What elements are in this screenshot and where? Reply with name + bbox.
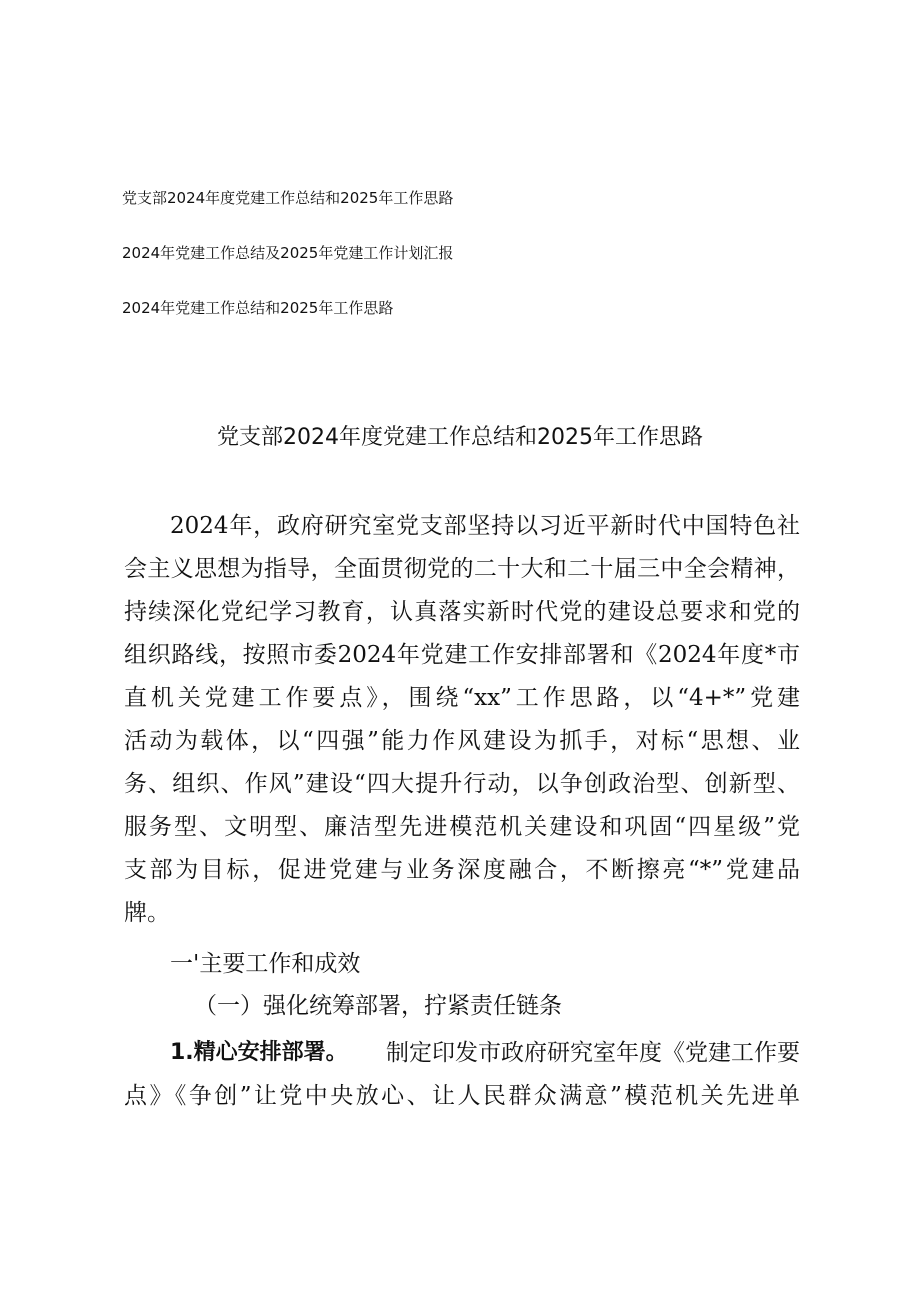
toc-item-2: 2024年党建工作总结及2025年党建工作计划汇报 xyxy=(122,244,454,262)
subsection-heading: （一）强化统筹部署，拧紧责任链条 xyxy=(194,993,562,1019)
item-1-label: 1.精心安排部署。 xyxy=(170,1040,348,1065)
paragraph-line: 务、组织、作风”建设“四大提升行动，以争创政治型、创新型、 xyxy=(124,771,800,797)
paragraph-line: 组织路线，按照市委2024年党建工作安排部署和《2024年度*市 xyxy=(124,642,800,668)
item-1-line-continued: 点》《争创”让党中央放心、让人民群众满意”模范机关先进单 xyxy=(124,1083,800,1109)
paragraph-line: 持续深化党纪学习教育，认真落实新时代党的建设总要求和党的 xyxy=(124,599,800,625)
paragraph-line: 牌。 xyxy=(124,900,170,926)
paragraph-line: 2024年，政府研究室党支部坚持以习近平新时代中国特色社 xyxy=(170,513,800,539)
toc-item-1: 党支部2024年度党建工作总结和2025年工作思路 xyxy=(122,189,454,207)
paragraph-line: 会主义思想为指导，全面贯彻党的二十大和二十届三中全会精神， xyxy=(124,556,800,582)
paragraph-line: 活动为载体，以“四强”能力作风建设为抓手，对标“思想、业 xyxy=(124,728,800,754)
item-1-line xyxy=(170,1037,800,1069)
paragraph-line: 支部为目标，促进党建与业务深度融合，不断擦亮“*”党建品 xyxy=(124,857,800,883)
paragraph-line: 直机关党建工作要点》，围绕“xx”工作思路，以“4+*”党建 xyxy=(124,685,800,711)
toc-item-3: 2024年党建工作总结和2025年工作思路 xyxy=(122,299,394,317)
item-1-text: 制定印发市政府研究室年度《党建工作要 xyxy=(386,1040,800,1066)
section-heading: 一'主要工作和成效 xyxy=(170,951,361,977)
document-title: 党支部2024年度党建工作总结和2025年工作思路 xyxy=(217,425,703,450)
paragraph-line: 服务型、文明型、廉洁型先进模范机关建设和巩固“四星级”党 xyxy=(124,814,800,840)
